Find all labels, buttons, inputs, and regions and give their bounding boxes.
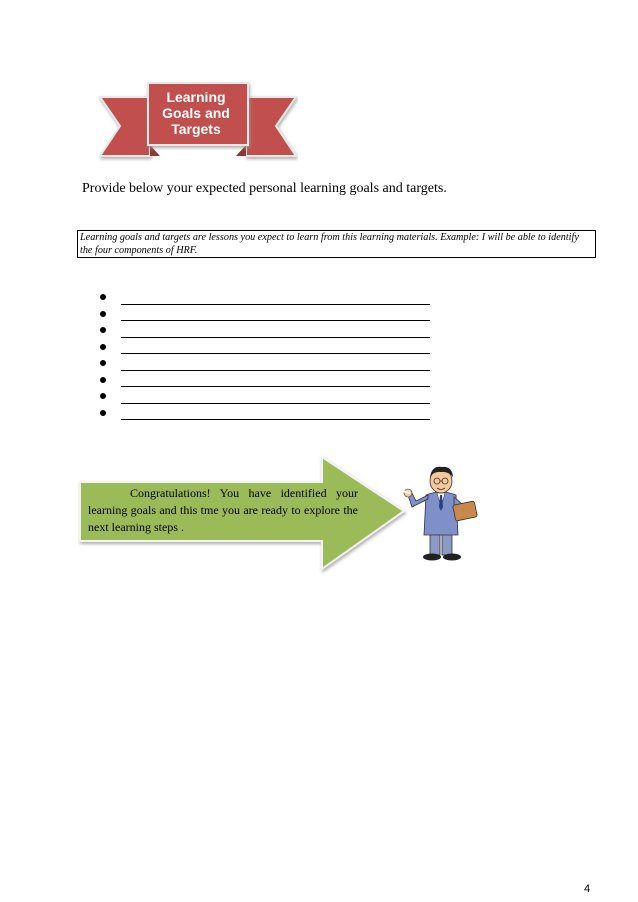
goal-bullet-item[interactable] xyxy=(100,356,440,373)
congratulations-text xyxy=(88,485,358,536)
goal-bullet-item[interactable] xyxy=(100,323,440,340)
blank-line[interactable] xyxy=(121,337,430,338)
page-number: 4 xyxy=(584,883,591,895)
instruction-text: Provide below your expected personal learning goals and targets. xyxy=(82,181,447,196)
bullet-dot xyxy=(100,393,106,399)
bullet-dot xyxy=(100,360,106,366)
bullet-dot xyxy=(100,344,106,350)
blank-line[interactable] xyxy=(121,419,430,420)
section-banner xyxy=(98,80,298,164)
congratulations-arrow xyxy=(78,455,408,575)
blank-line[interactable] xyxy=(121,304,430,305)
goal-bullet-item[interactable] xyxy=(100,389,440,406)
blank-line[interactable] xyxy=(121,386,430,387)
goal-bullet-item[interactable] xyxy=(100,406,440,423)
bullet-dot xyxy=(100,294,106,300)
note-box: Learning goals and targets are lessons you expect to learn from this learning materials. Example: I will be able to identify the four components of HRF. xyxy=(77,230,596,258)
blank-line[interactable] xyxy=(121,370,430,371)
congratulations-message: Congratulations! You have identified your learning goals and this tme you are ready to explore the next learning steps . xyxy=(88,486,358,534)
teacher-icon xyxy=(398,463,482,563)
goal-bullet-item[interactable] xyxy=(100,290,440,307)
goal-bullet-list xyxy=(100,290,440,422)
goal-bullet-item[interactable] xyxy=(100,307,440,324)
goal-bullet-item[interactable] xyxy=(100,373,440,390)
bullet-dot xyxy=(100,410,106,416)
bullet-dot xyxy=(100,327,106,333)
goal-bullet-item[interactable] xyxy=(100,340,440,357)
blank-line[interactable] xyxy=(121,320,430,321)
blank-line[interactable] xyxy=(121,403,430,404)
blank-line[interactable] xyxy=(121,353,430,354)
banner-title: Learning Goals and Targets xyxy=(162,89,230,137)
bullet-dot xyxy=(100,377,106,383)
bullet-dot xyxy=(100,311,106,317)
